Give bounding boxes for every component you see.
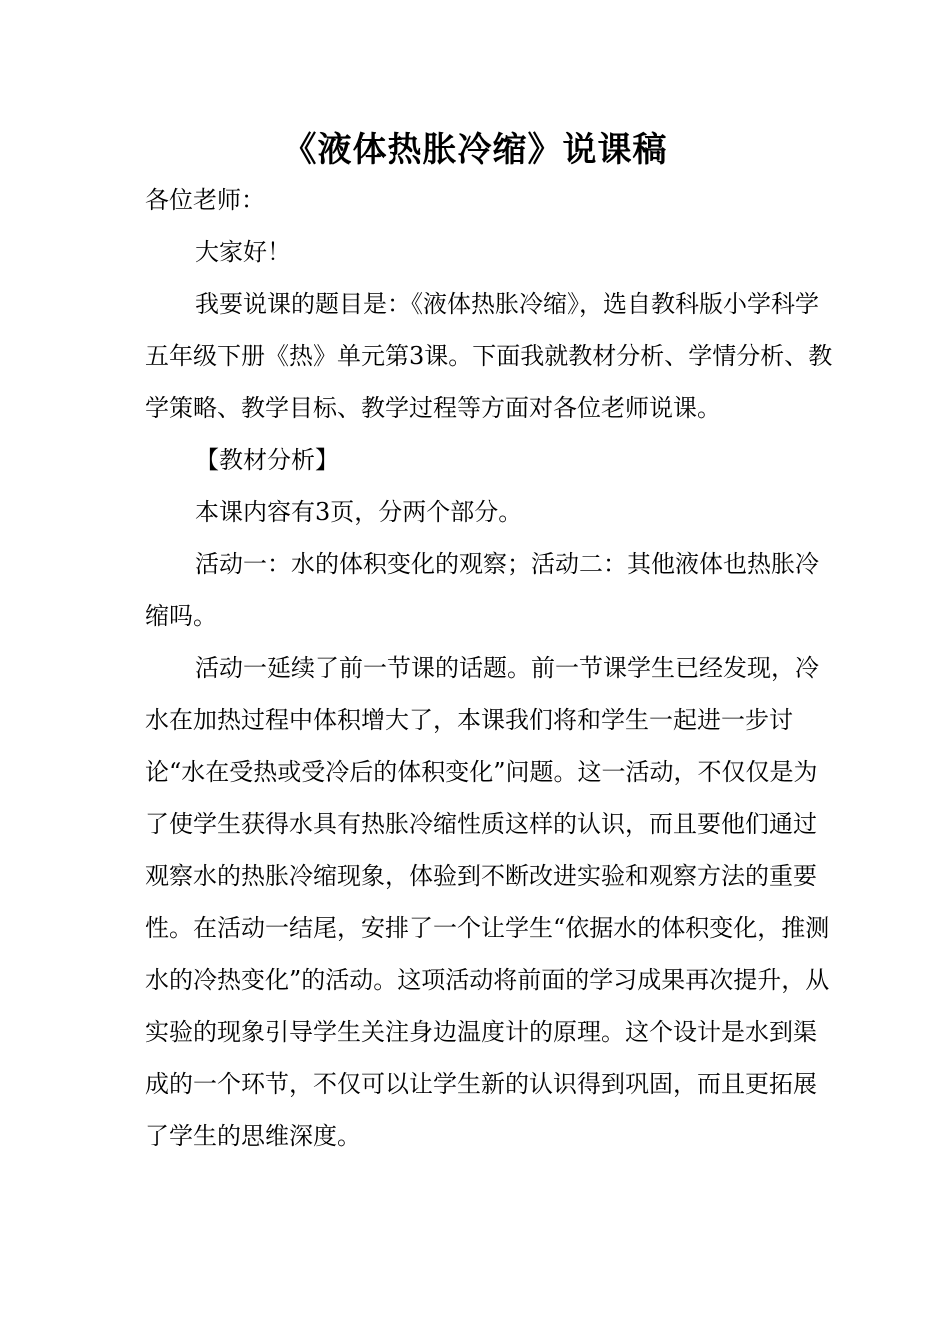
document-body (145, 174, 835, 1162)
section-heading-textbook-analysis: 【教材分析】 (195, 446, 339, 474)
paragraph-activity-one: 活动一延续了前一节课的话题。前一节课学生已经发现，冷水在加热过程中体积增大了，本课我们将和学生一起进一步讨论“水在受热或受冷后的体积变化”问题。这一活动，不仅仅是为了使学生获得水具有热胀冷缩性质这样的认识，而且要他们通过观察水的热胀冷缩现象，体验到不断改进实验和观察方法的重要性。在活动一结尾，安排了一个让学生“依据水的体积变化，推测水的冷热变化”的活动。这项活动将前面的学习成果再次提升，从实验的现象引导学生关注身边温度计的原理。这个设计是水到渠成的一个环节，不仅可以让学生新的认识得到巩固，而且更拓展了学生的思维深度。 (145, 654, 830, 1150)
greeting: 大家好！ (195, 238, 291, 266)
paragraph-activities: 活动一：水的体积变化的观察；活动二：其他液体也热胀冷缩吗。 (145, 550, 819, 630)
document-title: 《液体热胀冷缩》说课稿 (282, 130, 668, 170)
paragraph-intro: 我要说课的题目是：《液体热胀冷缩》，选自教科版小学科学五年级下册《热》单元第3课。下面我就教材分析、学情分析、教学策略、教学目标、教学过程等方面对各位老师说课。 (145, 290, 833, 422)
paragraph-content-overview: 本课内容有3页，分两个部分。 (195, 498, 523, 526)
salutation: 各位老师： (145, 186, 265, 214)
